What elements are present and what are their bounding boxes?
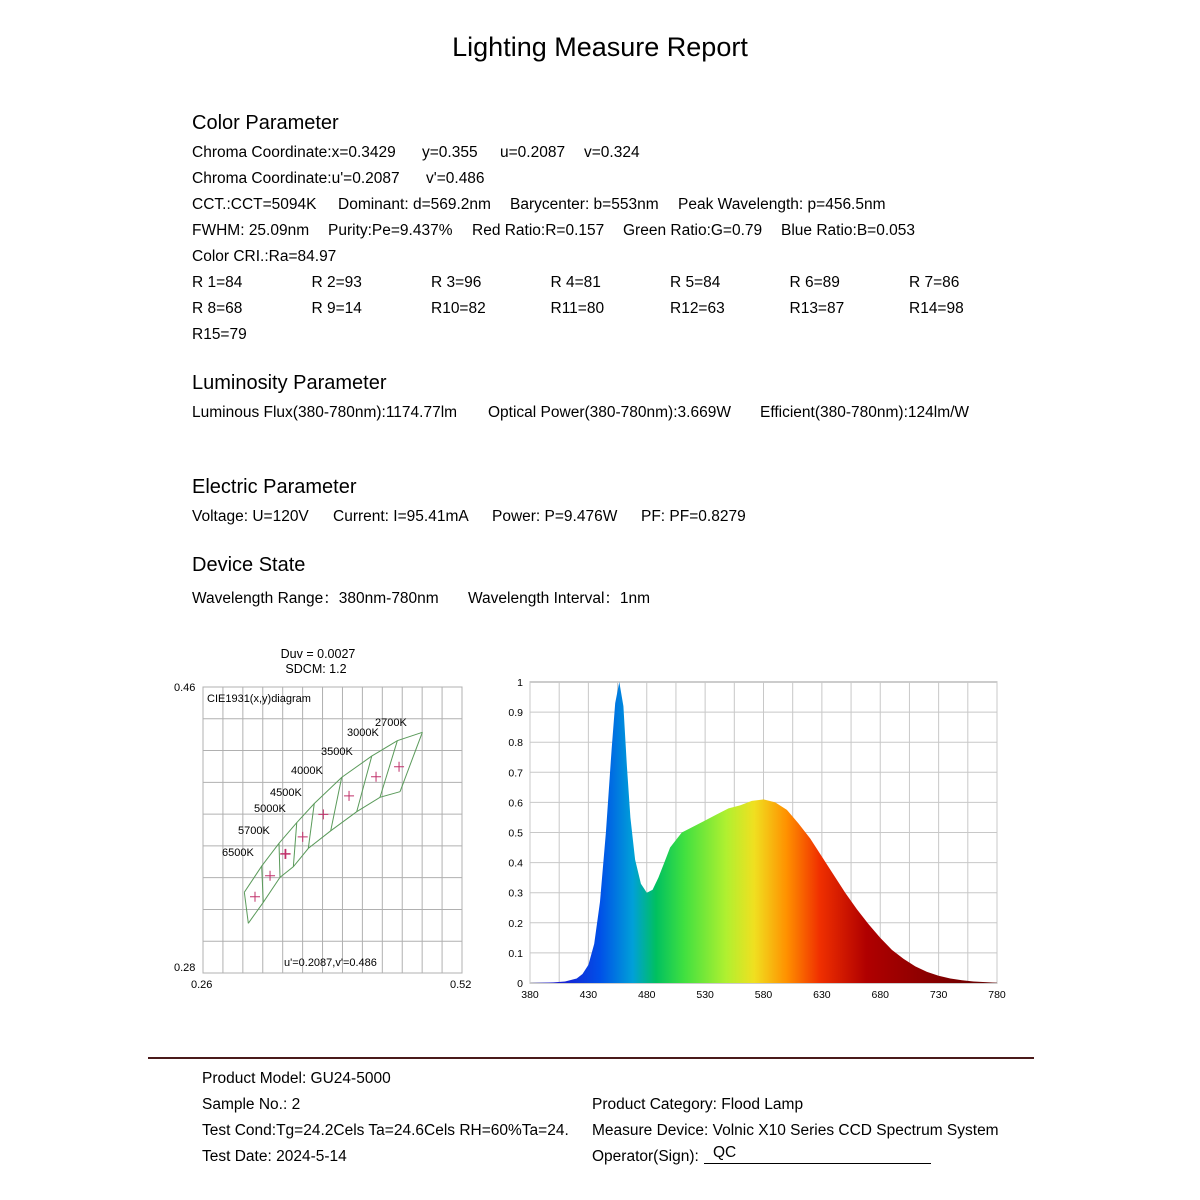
chroma-u: u=0.2087 xyxy=(500,144,566,161)
x-tick-label: 430 xyxy=(579,989,598,1001)
peak-wavelength: Peak Wavelength: p=456.5nm xyxy=(678,196,886,213)
x-tick-label: 480 xyxy=(637,989,656,1001)
chroma-v-prime: v'=0.486 xyxy=(426,170,485,187)
page-title: Lighting Measure Report xyxy=(452,32,748,62)
cie-title: CIE1931(x,y)diagram xyxy=(207,693,311,705)
duv-label: Duv = 0.0027 xyxy=(280,647,356,661)
x-tick-label: 530 xyxy=(696,989,714,1001)
measure-device: Measure Device: Volnic X10 Series CCD Spectrum System xyxy=(592,1122,999,1139)
y-tick-label: 0.4 xyxy=(508,857,523,870)
y-tick-label: 0 xyxy=(517,978,523,990)
sample-no: Sample No.: 2 xyxy=(202,1096,301,1113)
cri-r-value: R 5=84 xyxy=(670,274,721,291)
x-tick-label: 630 xyxy=(813,989,831,1001)
efficiency: Efficient(380-780nm):124lm/W xyxy=(760,404,970,421)
luminous-flux: Luminous Flux(380-780nm):1174.77lm xyxy=(192,404,458,421)
cct-label: 5700K xyxy=(238,825,270,837)
cct-label: 5000K xyxy=(254,803,286,815)
cct-label: 6500K xyxy=(222,847,254,859)
x-tick-label: 380 xyxy=(521,989,539,1001)
chroma-y: y=0.355 xyxy=(422,144,478,161)
dominant: Dominant: d=569.2nm xyxy=(338,196,491,213)
cri-r-value: R13=87 xyxy=(789,300,845,317)
sdcm-label: SDCM: 1.2 xyxy=(285,662,347,676)
voltage: Voltage: U=120V xyxy=(192,508,309,525)
x-tick-label: 730 xyxy=(929,989,948,1001)
chroma-u-prime: Chroma Coordinate:u'=0.2087 xyxy=(192,170,400,187)
y-tick-label: 0.7 xyxy=(508,767,523,780)
luminosity-heading: Luminosity Parameter xyxy=(192,372,387,394)
cct-label: 2700K xyxy=(375,717,407,729)
red-ratio: Red Ratio:R=0.157 xyxy=(472,222,605,239)
cri-r-value: R15=79 xyxy=(192,326,247,343)
cie-diagram xyxy=(174,647,471,991)
barycenter: Barycenter: b=553nm xyxy=(510,196,659,213)
cri-r-value: R10=82 xyxy=(431,300,486,317)
fwhm: FWHM: 25.09nm xyxy=(192,222,310,239)
cct-label: 3000K xyxy=(347,727,379,739)
spectrum-chart xyxy=(508,677,1006,1001)
cct: CCT.:CCT=5094K xyxy=(192,196,317,213)
test-conditions: Test Cond:Tg=24.2Cels Ta=24.6Cels RH=60%Ta=24. xyxy=(202,1122,569,1139)
electric-heading: Electric Parameter xyxy=(192,476,357,498)
x-tick-label: 580 xyxy=(754,989,773,1001)
color-parameter-heading: Color Parameter xyxy=(192,112,339,134)
y-tick-label: 0.28 xyxy=(174,962,196,974)
current: Current: I=95.41mA xyxy=(333,508,469,525)
cct-label: 3500K xyxy=(321,746,353,758)
footer-divider xyxy=(148,1057,1034,1059)
operator-signature: QC xyxy=(713,1144,737,1161)
y-tick-label: 0.6 xyxy=(508,797,523,810)
x-tick-label: 680 xyxy=(871,989,890,1001)
cct-label: 4000K xyxy=(291,765,323,777)
green-ratio: Green Ratio:G=0.79 xyxy=(623,222,763,239)
uv-annotation: u'=0.2087,v'=0.486 xyxy=(284,957,377,969)
purity: Purity:Pe=9.437% xyxy=(328,222,453,239)
product-model: Product Model: GU24-5000 xyxy=(202,1070,391,1087)
cri-r-value: R 3=96 xyxy=(431,274,482,291)
cri-r-value: R 9=14 xyxy=(311,300,362,317)
device-heading: Device State xyxy=(192,554,306,576)
power-factor: PF: PF=0.8279 xyxy=(641,508,746,525)
cri-r-value: R 4=81 xyxy=(550,274,601,291)
cct-label: 4500K xyxy=(270,787,302,799)
cri-r-value: R 6=89 xyxy=(789,274,840,291)
y-tick-label: 0.8 xyxy=(508,737,523,750)
product-category: Product Category: Flood Lamp xyxy=(592,1096,804,1113)
wavelength-interval: Wavelength Interval：1nm xyxy=(468,590,651,607)
y-tick-label: 1 xyxy=(517,677,523,689)
y-tick-label: 0.1 xyxy=(508,947,523,960)
cri-r-value: R 7=86 xyxy=(909,274,960,291)
cri-r-value: R 2=93 xyxy=(311,274,362,291)
x-tick-label: 0.26 xyxy=(191,979,213,991)
y-tick-label: 0.5 xyxy=(508,827,523,840)
cri: Color CRI.:Ra=84.97 xyxy=(192,248,337,265)
cri-r-value: R 1=84 xyxy=(192,274,243,291)
test-date: Test Date: 2024-5-14 xyxy=(202,1148,347,1165)
x-tick-label: 780 xyxy=(988,989,1006,1001)
signature-line xyxy=(704,1163,931,1164)
blue-ratio: Blue Ratio:B=0.053 xyxy=(781,222,915,239)
cri-r-value: R11=80 xyxy=(550,300,605,317)
y-tick-label: 0.3 xyxy=(508,887,523,900)
x-tick-label: 0.52 xyxy=(450,979,472,991)
y-tick-label: 0.2 xyxy=(508,917,523,930)
operator-label: Operator(Sign): xyxy=(592,1148,699,1165)
cri-r-value: R14=98 xyxy=(909,300,964,317)
chroma-x: Chroma Coordinate:x=0.3429 xyxy=(192,144,396,161)
y-tick-label: 0.46 xyxy=(174,682,196,694)
cri-r-value: R12=63 xyxy=(670,300,725,317)
chroma-v: v=0.324 xyxy=(584,144,640,161)
y-tick-label: 0.9 xyxy=(508,707,523,720)
cri-r-value: R 8=68 xyxy=(192,300,243,317)
wavelength-range: Wavelength Range：380nm-780nm xyxy=(192,590,439,607)
power: Power: P=9.476W xyxy=(492,508,618,525)
optical-power: Optical Power(380-780nm):3.669W xyxy=(488,404,731,421)
